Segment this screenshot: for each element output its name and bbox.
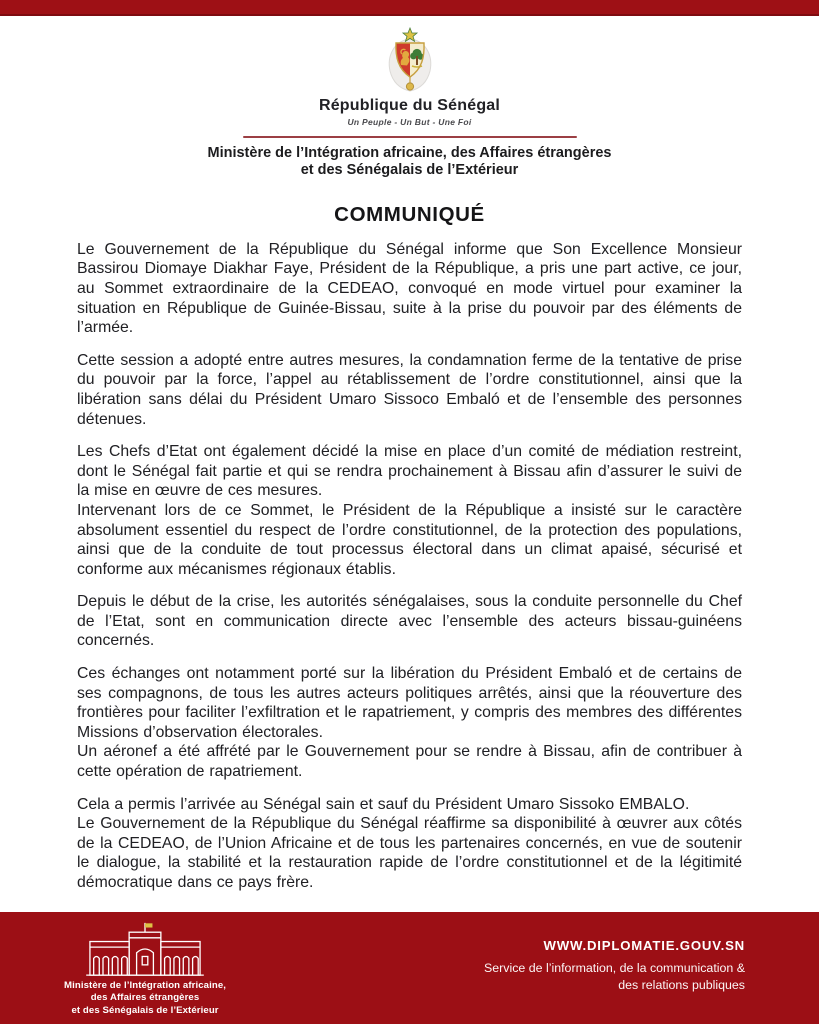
- footer-ministry-name: [64, 980, 226, 1016]
- footer-contact-block: [484, 938, 745, 993]
- ministry-name: [0, 145, 819, 180]
- footer-service-line1: Service de l’information, de la communication &: [483, 961, 745, 976]
- paragraph-8: Cela a permis l’arrivée au Sénégal sain et sauf du Président Umaro Sissoko EMBALO.: [77, 795, 690, 813]
- footer-ministry-line3: et des Sénégalais de l’Extérieur: [71, 1004, 219, 1016]
- paragraph-3: Les Chefs d’Etat ont également décidé la mise en place d’un comité de médiation restreint, dont le Sénégal fait partie et qui se rendra prochainement à Bissau afin d’assurer le suivi de la mise en œuvre de ces mesures.: [77, 443, 742, 500]
- senegal-coat-of-arms-icon: [381, 27, 439, 95]
- footer-ministry-line1: Ministère de l’Intégration africaine,: [64, 980, 227, 992]
- paragraph-6: Ces échanges ont notamment porté sur la libération du Président Embaló et de certains de ses compagnons, de tous les autres acteurs politiques arrêtés, ainsi que la réouverture des frontières pour faciliter l’exfiltration et le rapatriement, y compris des membres des différentes Missions d’observation électorales.: [77, 665, 742, 741]
- paragraph-9: Le Gouvernement de la République du Sénégal réaffirme sa disponibilité à œuvrer aux côtés de la CEDEAO, de l’Union Africaine et de tous les partenaires concernés, en vue de soutenir le dialogue, la stabilité et la restauration rapide de l’ordre constitutionnel et de la légitimité démocratique dans ce pays frère.: [77, 815, 742, 891]
- document-footer: [0, 912, 819, 1024]
- footer-ministry-line2: des Affaires étrangères: [90, 992, 200, 1004]
- republic-title: République du Sénégal: [318, 97, 501, 114]
- paragraph-5: Depuis le début de la crise, les autorités sénégalaises, sous la conduite personnelle du Chef de l’Etat, sont en communication directe avec l’ensemble des acteurs bissau-guinéens concernés.: [77, 593, 742, 650]
- ministry-building-icon: [83, 921, 207, 977]
- ministry-name-line2: et des Sénégalais de l’Extérieur: [300, 162, 519, 179]
- paragraph-4: Intervenant lors de ce Sommet, le Président de la République a insisté sur le caractère absolument essentiel du respect de l’ordre constitutionnel, de la protection des populations, ainsi que de la conduite de tout processus électoral dans un climat apaisé, sécurisé et conforme aux mécanismes régionaux établis.: [77, 501, 742, 578]
- document-title: COMMUNIQUÉ: [334, 202, 485, 226]
- national-motto: Un Peuple - Un But - Une Foi: [347, 117, 472, 127]
- paragraph-7: Un aéronef a été affrété par le Gouvernement pour se rendre à Bissau, afin de contribuer à cette opération de rapatriement.: [77, 743, 742, 781]
- footer-service-name: [484, 960, 745, 993]
- website-url: WWW.DIPLOMATIE.GOUV.SN: [543, 938, 745, 954]
- header-separator: [243, 136, 577, 138]
- document-header: [0, 16, 819, 180]
- paragraph-2: Cette session a adopté entre autres mesures, la condamnation ferme de la tentative de prise du pouvoir par la force, l’appel au rétablissement de l’ordre constitutionnel, ainsi que la libération sans délai du Président Umaro Sissoco Embaló et de l’ensemble des personnes détenues.: [77, 351, 742, 428]
- top-border-band: [0, 0, 819, 16]
- paragraph-1: Le Gouvernement de la République du Sénégal informe que Son Excellence Monsieur Bassirou Diomaye Diakhar Faye, Président de la République, a pris une part active, ce jour, au Sommet extraordinaire de la CEDEAO, convoqué en mode virtuel pour examiner la situation en République de Guinée-Bissau, suite à la prise du pouvoir par des éléments de l’armée.: [77, 240, 742, 337]
- communique-body: [0, 203, 819, 929]
- footer-ministry-block: [64, 921, 226, 1016]
- footer-service-line2: des relations publiques: [618, 978, 745, 992]
- ministry-name-line1: Ministère de l’Intégration africaine, des Affaires étrangères: [207, 145, 612, 161]
